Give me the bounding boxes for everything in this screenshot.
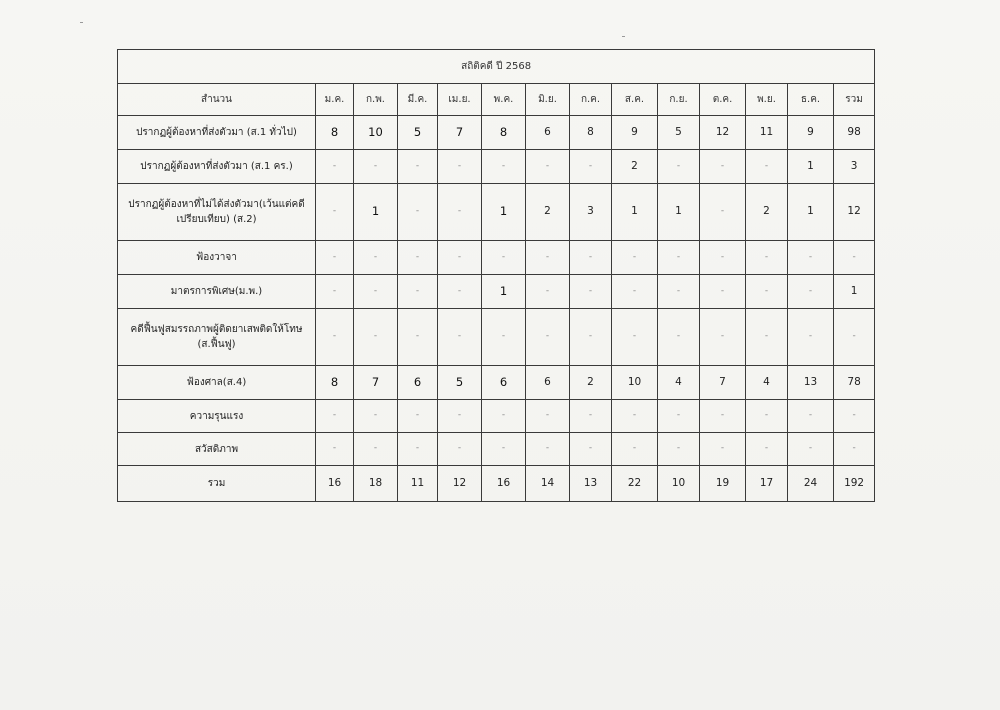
row-total-cell: - xyxy=(834,400,875,433)
row-label: ปรากฏผู้ต้องหาที่ส่งตัวมา (ส.1 ทั่วไป) xyxy=(118,116,316,150)
month-header: มี.ค. xyxy=(398,84,438,116)
row-label: มาตรการพิเศษ(ม.พ.) xyxy=(118,275,316,309)
month-value-cell: 4 xyxy=(658,366,700,400)
month-value-cell: - xyxy=(316,400,354,433)
month-value-cell: 7 xyxy=(700,366,746,400)
month-value-cell: - xyxy=(438,400,482,433)
case-statistics-table xyxy=(117,49,875,502)
table-row xyxy=(118,366,875,400)
month-header: ก.ค. xyxy=(570,84,612,116)
month-value-cell: - xyxy=(788,309,834,366)
month-value-cell: 10 xyxy=(354,116,398,150)
month-value-cell: 4 xyxy=(746,366,788,400)
table-row xyxy=(118,309,875,366)
row-total-cell: - xyxy=(834,309,875,366)
month-value-cell: - xyxy=(612,433,658,466)
month-value-cell: 19 xyxy=(700,466,746,502)
month-value-cell: 1 xyxy=(788,150,834,184)
month-value-cell: - xyxy=(570,400,612,433)
month-value-cell: - xyxy=(788,241,834,275)
month-header: ก.ย. xyxy=(658,84,700,116)
month-value-cell: 1 xyxy=(788,184,834,241)
month-value-cell: - xyxy=(526,150,570,184)
header-row xyxy=(118,84,875,116)
month-value-cell: 8 xyxy=(316,366,354,400)
month-value-cell: 11 xyxy=(398,466,438,502)
month-value-cell: - xyxy=(658,309,700,366)
month-value-cell: - xyxy=(526,309,570,366)
month-value-cell: 17 xyxy=(746,466,788,502)
month-value-cell: 5 xyxy=(438,366,482,400)
month-value-cell: - xyxy=(788,400,834,433)
month-value-cell: - xyxy=(316,150,354,184)
row-label: ความรุนแรง xyxy=(118,400,316,433)
table-title: สถิติคดี ปี 2568 xyxy=(118,50,875,84)
month-value-cell: 2 xyxy=(746,184,788,241)
month-value-cell: 9 xyxy=(612,116,658,150)
table-row xyxy=(118,184,875,241)
month-value-cell: 12 xyxy=(438,466,482,502)
month-value-cell: - xyxy=(700,275,746,309)
month-header: ก.พ. xyxy=(354,84,398,116)
row-total-cell: 1 xyxy=(834,275,875,309)
month-header: พ.ค. xyxy=(482,84,526,116)
month-value-cell: 6 xyxy=(526,366,570,400)
month-value-cell: - xyxy=(570,275,612,309)
month-value-cell: - xyxy=(612,400,658,433)
month-value-cell: - xyxy=(316,309,354,366)
month-value-cell: - xyxy=(316,275,354,309)
row-total-cell: 12 xyxy=(834,184,875,241)
month-value-cell: 5 xyxy=(398,116,438,150)
month-value-cell: 6 xyxy=(526,116,570,150)
row-label: ฟ้องศาล(ส.4) xyxy=(118,366,316,400)
month-value-cell: - xyxy=(612,241,658,275)
month-value-cell: 8 xyxy=(482,116,526,150)
month-value-cell: - xyxy=(354,241,398,275)
month-value-cell: - xyxy=(658,433,700,466)
month-value-cell: 1 xyxy=(482,275,526,309)
row-total-cell: 78 xyxy=(834,366,875,400)
table-row xyxy=(118,433,875,466)
month-value-cell: 14 xyxy=(526,466,570,502)
scan-speck xyxy=(622,36,625,37)
month-value-cell: - xyxy=(526,400,570,433)
month-value-cell: - xyxy=(700,184,746,241)
table-row xyxy=(118,466,875,502)
month-value-cell: 22 xyxy=(612,466,658,502)
month-value-cell: - xyxy=(746,309,788,366)
month-value-cell: - xyxy=(788,275,834,309)
month-value-cell: - xyxy=(788,433,834,466)
row-label: คดีฟื้นฟูสมรรถภาพผู้ติดยาเสพติดให้โทษ (ส.ฟื้นฟู) xyxy=(118,309,316,366)
month-value-cell: - xyxy=(354,400,398,433)
month-value-cell: 11 xyxy=(746,116,788,150)
month-value-cell: - xyxy=(316,184,354,241)
month-value-cell: 16 xyxy=(316,466,354,502)
month-value-cell: - xyxy=(700,150,746,184)
month-value-cell: - xyxy=(658,400,700,433)
month-value-cell: 18 xyxy=(354,466,398,502)
month-value-cell: - xyxy=(526,275,570,309)
month-value-cell: - xyxy=(700,400,746,433)
month-value-cell: 10 xyxy=(612,366,658,400)
month-value-cell: 7 xyxy=(438,116,482,150)
month-value-cell: - xyxy=(354,433,398,466)
scan-speck xyxy=(80,22,83,23)
month-value-cell: 24 xyxy=(788,466,834,502)
row-label: ปรากฏผู้ต้องหาที่ส่งตัวมา (ส.1 คร.) xyxy=(118,150,316,184)
month-value-cell: - xyxy=(354,150,398,184)
month-header: ส.ค. xyxy=(612,84,658,116)
table-row xyxy=(118,275,875,309)
month-value-cell: 3 xyxy=(570,184,612,241)
table-row xyxy=(118,400,875,433)
month-value-cell: - xyxy=(438,433,482,466)
month-value-cell: 7 xyxy=(354,366,398,400)
month-value-cell: - xyxy=(398,309,438,366)
month-value-cell: - xyxy=(398,400,438,433)
month-value-cell: - xyxy=(746,433,788,466)
row-total-cell: - xyxy=(834,241,875,275)
month-value-cell: 1 xyxy=(354,184,398,241)
month-value-cell: 8 xyxy=(316,116,354,150)
month-value-cell: 13 xyxy=(788,366,834,400)
month-value-cell: - xyxy=(482,400,526,433)
month-value-cell: 2 xyxy=(526,184,570,241)
month-value-cell: - xyxy=(482,150,526,184)
row-total-cell: 3 xyxy=(834,150,875,184)
row-label: รวม xyxy=(118,466,316,502)
month-value-cell: - xyxy=(570,309,612,366)
table-row xyxy=(118,241,875,275)
month-value-cell: - xyxy=(438,150,482,184)
month-value-cell: 1 xyxy=(612,184,658,241)
month-value-cell: - xyxy=(746,275,788,309)
month-value-cell: - xyxy=(398,241,438,275)
month-value-cell: - xyxy=(612,275,658,309)
month-value-cell: 12 xyxy=(700,116,746,150)
month-value-cell: - xyxy=(700,309,746,366)
row-total-cell: 98 xyxy=(834,116,875,150)
table-row xyxy=(118,116,875,150)
month-value-cell: 6 xyxy=(398,366,438,400)
month-header: พ.ย. xyxy=(746,84,788,116)
row-total-cell: 192 xyxy=(834,466,875,502)
month-value-cell: - xyxy=(482,433,526,466)
month-value-cell: - xyxy=(570,433,612,466)
month-value-cell: - xyxy=(746,241,788,275)
month-value-cell: - xyxy=(658,150,700,184)
month-value-cell: - xyxy=(398,275,438,309)
month-value-cell: 5 xyxy=(658,116,700,150)
month-value-cell: - xyxy=(316,433,354,466)
month-value-cell: - xyxy=(438,184,482,241)
month-value-cell: - xyxy=(612,309,658,366)
row-label: ฟ้องวาจา xyxy=(118,241,316,275)
month-value-cell: - xyxy=(658,241,700,275)
month-value-cell: - xyxy=(438,309,482,366)
month-value-cell: 16 xyxy=(482,466,526,502)
month-value-cell: - xyxy=(526,433,570,466)
month-value-cell: - xyxy=(438,241,482,275)
month-value-cell: - xyxy=(316,241,354,275)
row-label: ปรากฏผู้ต้องหาที่ไม่ได้ส่งตัวมา(เว้นแต่คดีเปรียบเทียบ) (ส.2) xyxy=(118,184,316,241)
month-value-cell: - xyxy=(398,433,438,466)
title-row xyxy=(118,50,875,84)
month-value-cell: 2 xyxy=(612,150,658,184)
month-value-cell: - xyxy=(482,241,526,275)
month-value-cell: - xyxy=(746,150,788,184)
month-value-cell: - xyxy=(398,150,438,184)
month-value-cell: - xyxy=(570,150,612,184)
month-header: ธ.ค. xyxy=(788,84,834,116)
row-total-cell: - xyxy=(834,433,875,466)
month-header: เม.ย. xyxy=(438,84,482,116)
month-header: มิ.ย. xyxy=(526,84,570,116)
month-value-cell: 9 xyxy=(788,116,834,150)
month-value-cell: - xyxy=(746,400,788,433)
month-value-cell: 13 xyxy=(570,466,612,502)
month-value-cell: 8 xyxy=(570,116,612,150)
row-label: สวัสดิภาพ xyxy=(118,433,316,466)
month-value-cell: - xyxy=(398,184,438,241)
month-value-cell: - xyxy=(354,275,398,309)
month-value-cell: - xyxy=(438,275,482,309)
month-value-cell: 6 xyxy=(482,366,526,400)
month-value-cell: - xyxy=(570,241,612,275)
month-value-cell: 1 xyxy=(482,184,526,241)
month-value-cell: - xyxy=(700,433,746,466)
total-header: รวม xyxy=(834,84,875,116)
month-value-cell: 1 xyxy=(658,184,700,241)
month-value-cell: - xyxy=(658,275,700,309)
month-value-cell: - xyxy=(700,241,746,275)
table-row xyxy=(118,150,875,184)
row-header-label: สำนวน xyxy=(118,84,316,116)
month-value-cell: - xyxy=(482,309,526,366)
month-header: ม.ค. xyxy=(316,84,354,116)
month-value-cell: 10 xyxy=(658,466,700,502)
month-header: ต.ค. xyxy=(700,84,746,116)
month-value-cell: - xyxy=(526,241,570,275)
month-value-cell: - xyxy=(354,309,398,366)
month-value-cell: 2 xyxy=(570,366,612,400)
